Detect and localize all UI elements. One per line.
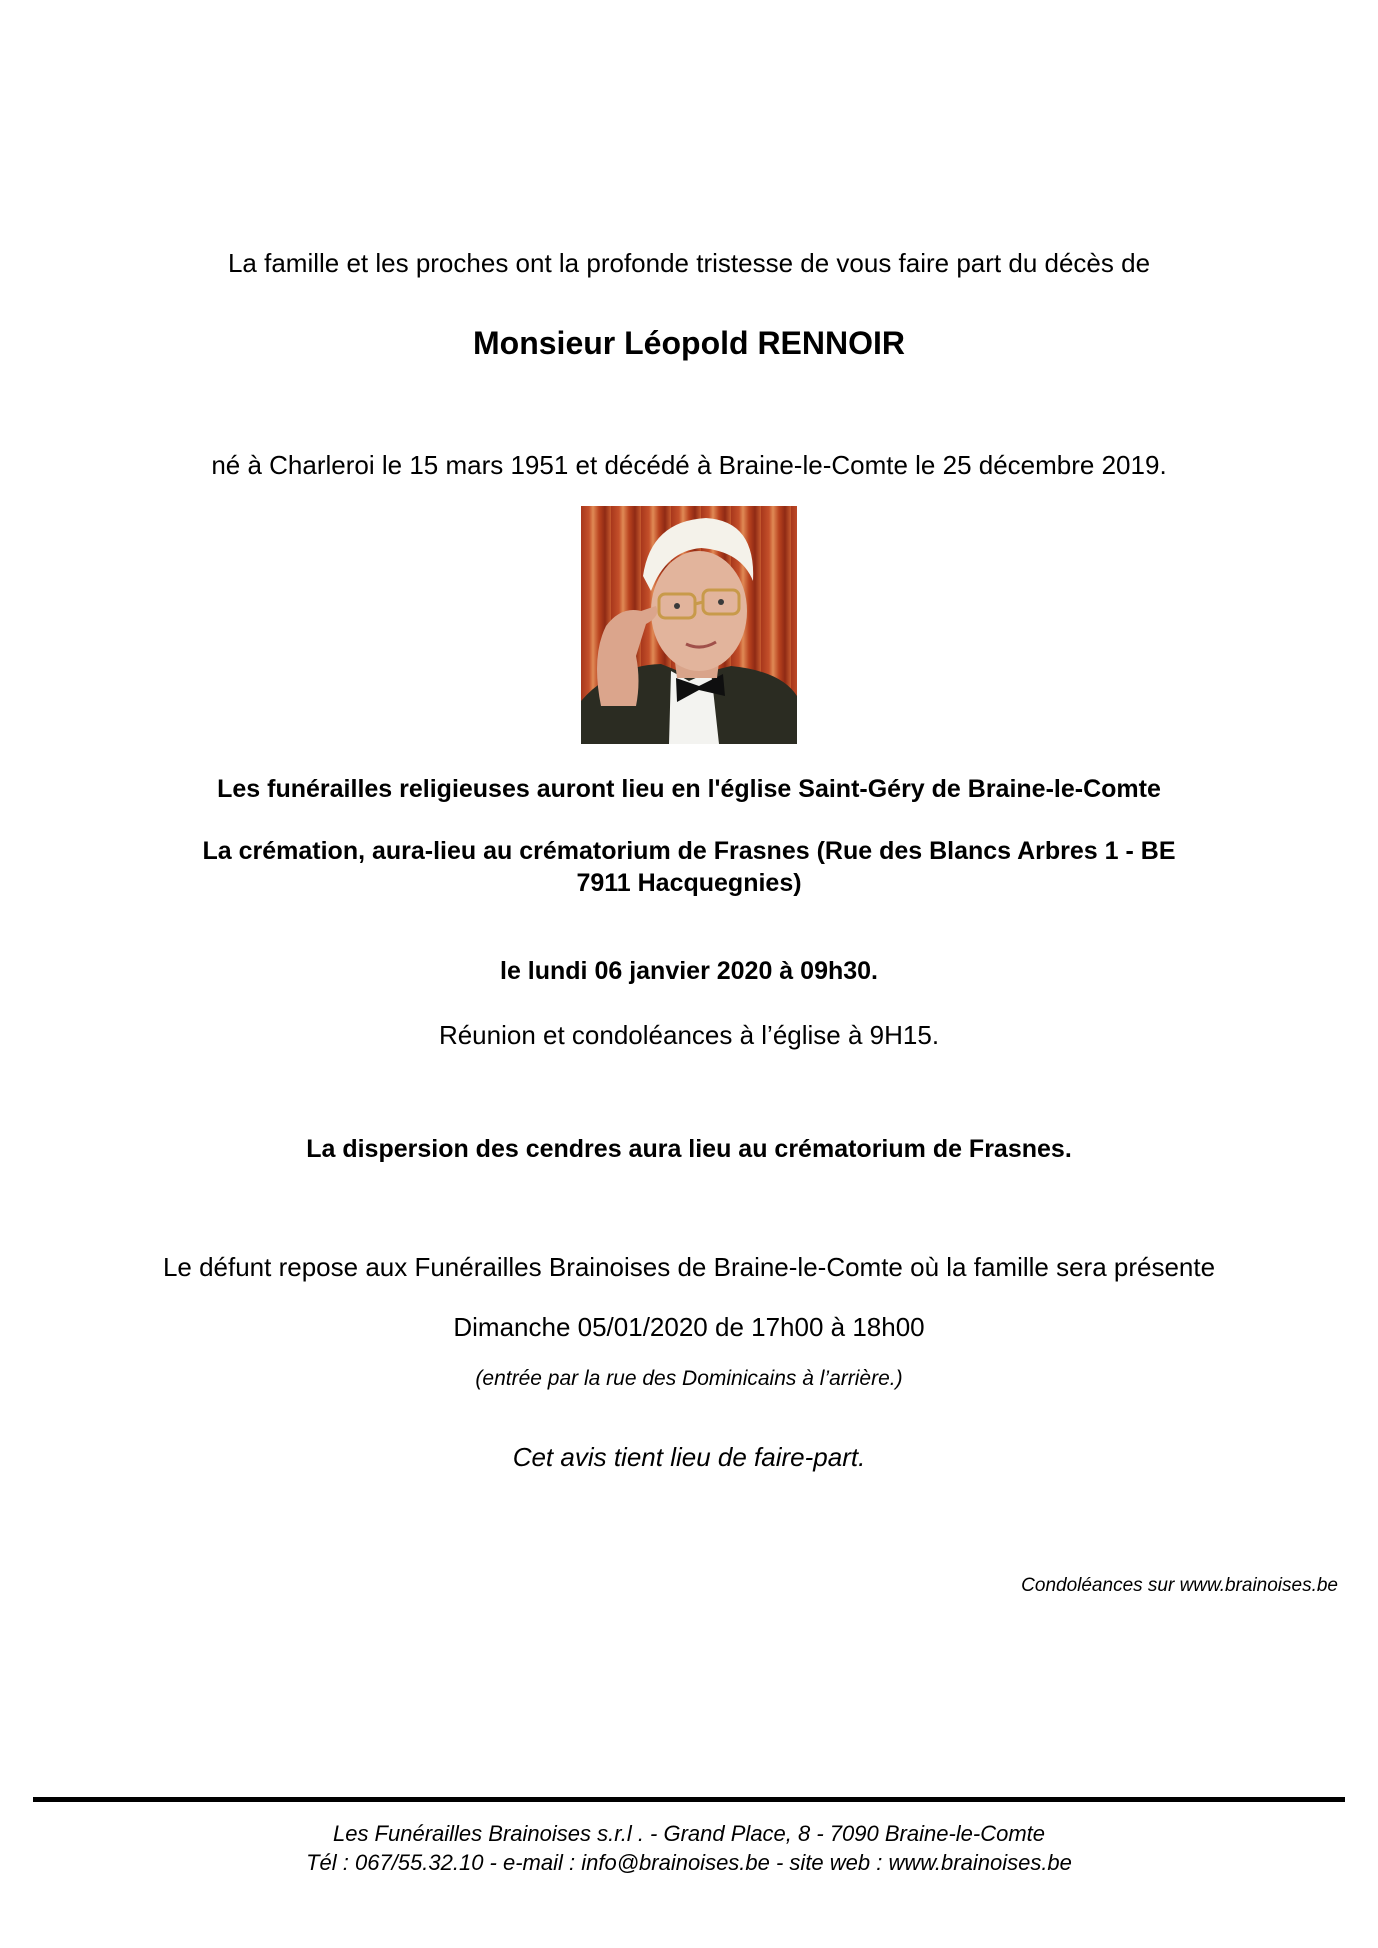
funeral-church-text: Les funérailles religieuses auront lieu en l'église Saint-Géry de Braine-le-Comte [217, 775, 1161, 803]
footer-address: Les Funérailles Brainoises s.r.l . - Grand Place, 8 - 7090 Braine-le-Comte [332, 1821, 1046, 1846]
viewing-entrance-note: (entrée par la rue des Dominicains à l’arrière.) [475, 1367, 903, 1390]
cremation-text-line1: La crémation, aura-lieu au crématorium de Frasnes (Rue des Blancs Arbres 1 - BE [202, 837, 1176, 865]
gathering-text: Réunion et condoléances à l’église à 9H15. [438, 1020, 940, 1050]
deceased-photo [581, 506, 797, 744]
intro-text: La famille et les proches ont la profonde tristesse de vous faire part du décès de [227, 248, 1151, 278]
viewing-intro-text: Le défunt repose aux Funérailles Brainoises de Braine-le-Comte où la famille sera présente [162, 1252, 1216, 1282]
deceased-name: Monsieur Léopold RENNOIR [473, 325, 905, 361]
viewing-date: Dimanche 05/01/2020 de 17h00 à 18h00 [453, 1312, 925, 1342]
notice-text: Cet avis tient lieu de faire-part. [512, 1442, 866, 1472]
footer-divider [33, 1797, 1345, 1802]
cremation-text-line2: 7911 Hacquegnies) [576, 869, 802, 897]
ceremony-date: le lundi 06 janvier 2020 à 09h30. [500, 957, 878, 985]
condolences-link[interactable]: Condoléances sur www.brainoises.be [1021, 1575, 1338, 1596]
footer-contact: Tél : 067/55.32.10 - e-mail : info@brainoises.be - site web : www.brainoises.be [306, 1850, 1072, 1875]
birth-death-text: né à Charleroi le 15 mars 1951 et décédé à Braine-le-Comte le 25 décembre 2019. [211, 450, 1167, 480]
ashes-dispersion-text: La dispersion des cendres aura lieu au crématorium de Frasnes. [306, 1135, 1072, 1163]
